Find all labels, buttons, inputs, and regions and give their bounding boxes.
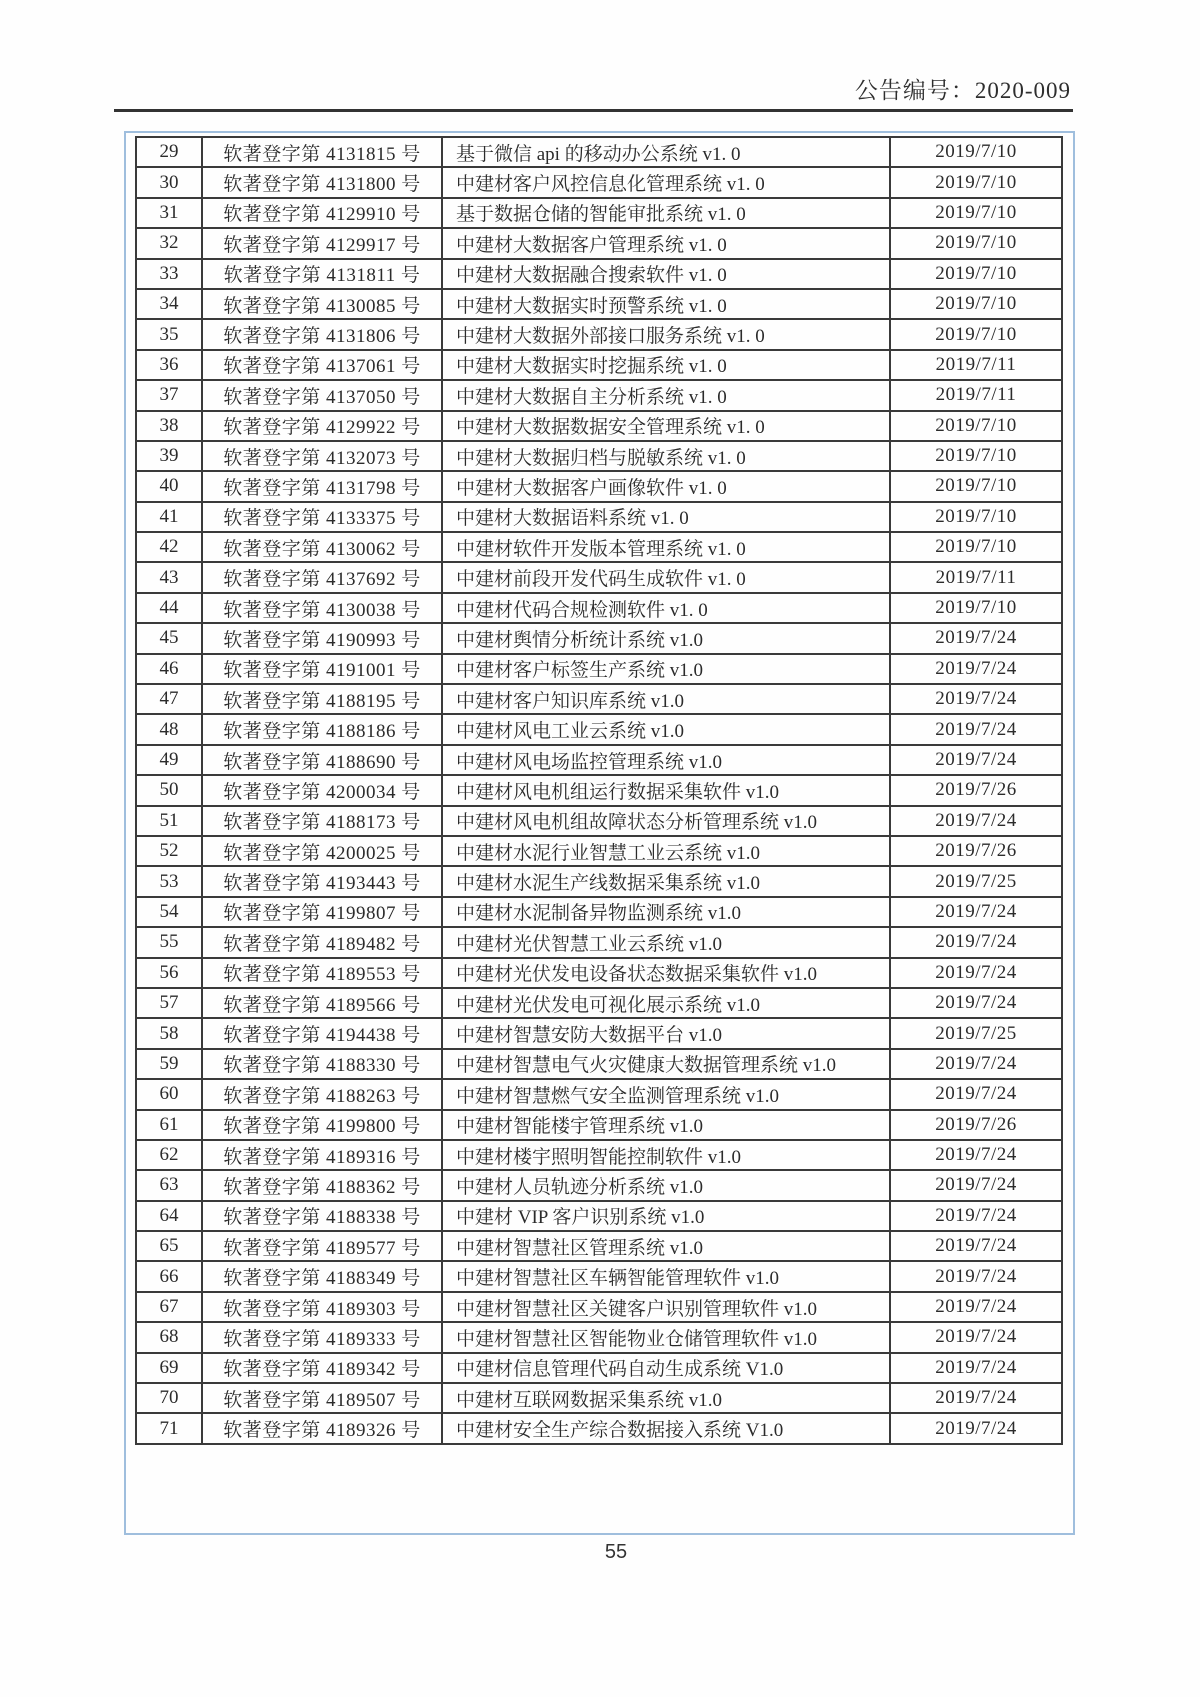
row-number-cell: 67 [136,1292,202,1322]
software-name-cell: 中建材代码合规检测软件 v1. 0 [442,593,890,623]
registration-date-cell: 2019/7/24 [890,1413,1062,1443]
row-number-cell: 34 [136,289,202,319]
table-row [136,806,1062,836]
registration-number-cell: 软著登字第 4189326 号 [202,1413,442,1443]
registration-number-cell: 软著登字第 4189333 号 [202,1322,442,1352]
row-number-cell: 71 [136,1413,202,1443]
software-name-cell: 中建材软件开发版本管理系统 v1. 0 [442,532,890,562]
software-name-cell: 中建材智能楼宇管理系统 v1.0 [442,1110,890,1140]
registration-date-cell: 2019/7/24 [890,623,1062,653]
table-row [136,471,1062,501]
table-row [136,380,1062,410]
registration-number-cell: 软著登字第 4188349 号 [202,1261,442,1291]
registration-number-cell: 软著登字第 4199807 号 [202,897,442,927]
software-name-cell: 中建材大数据实时挖掘系统 v1. 0 [442,350,890,380]
software-name-cell: 中建材客户知识库系统 v1.0 [442,684,890,714]
registration-number-cell: 软著登字第 4137061 号 [202,350,442,380]
registration-date-cell: 2019/7/10 [890,441,1062,471]
software-name-cell: 中建材楼宇照明智能控制软件 v1.0 [442,1140,890,1170]
registration-number-cell: 软著登字第 4189553 号 [202,958,442,988]
row-number-cell: 60 [136,1079,202,1109]
software-name-cell: 中建材智慧燃气安全监测管理系统 v1.0 [442,1079,890,1109]
software-name-cell: 中建材 VIP 客户识别系统 v1.0 [442,1201,890,1231]
registration-date-cell: 2019/7/24 [890,988,1062,1018]
software-name-cell: 中建材互联网数据采集系统 v1.0 [442,1383,890,1413]
registration-number-cell: 软著登字第 4188263 号 [202,1079,442,1109]
software-name-cell: 中建材智慧社区智能物业仓储管理软件 v1.0 [442,1322,890,1352]
page-number: 55 [604,1541,628,1563]
registration-number-cell: 软著登字第 4130085 号 [202,289,442,319]
registration-number-cell: 软著登字第 4189316 号 [202,1140,442,1170]
registration-date-cell: 2019/7/10 [890,228,1062,258]
table-row [136,1079,1062,1109]
software-name-cell: 中建材大数据归档与脱敏系统 v1. 0 [442,441,890,471]
table-row [136,897,1062,927]
table-row [136,714,1062,744]
registration-date-cell: 2019/7/26 [890,1110,1062,1140]
table-row [136,775,1062,805]
table-row [136,1261,1062,1291]
registration-number-cell: 软著登字第 4200034 号 [202,775,442,805]
row-number-cell: 38 [136,411,202,441]
table-row [136,259,1062,289]
table-row [136,654,1062,684]
registration-date-cell: 2019/7/24 [890,1079,1062,1109]
table-row [136,623,1062,653]
row-number-cell: 59 [136,1049,202,1079]
table-selection-outline [124,131,1075,1535]
software-name-cell: 基于微信 api 的移动办公系统 v1. 0 [442,137,890,167]
registration-number-cell: 软著登字第 4200025 号 [202,836,442,866]
registration-number-cell: 软著登字第 4129917 号 [202,228,442,258]
software-name-cell: 中建材风电场监控管理系统 v1.0 [442,745,890,775]
registration-date-cell: 2019/7/11 [890,562,1062,592]
registration-number-cell: 软著登字第 4188338 号 [202,1201,442,1231]
table-row [136,593,1062,623]
registration-date-cell: 2019/7/24 [890,684,1062,714]
notice-number: 公告编号：2020-009 [854,78,1071,103]
registration-date-cell: 2019/7/24 [890,1201,1062,1231]
row-number-cell: 33 [136,259,202,289]
software-name-cell: 中建材光伏发电设备状态数据采集软件 v1.0 [442,958,890,988]
table-row [136,1201,1062,1231]
registration-date-cell: 2019/7/10 [890,471,1062,501]
software-name-cell: 中建材大数据语料系统 v1. 0 [442,502,890,532]
registration-date-cell: 2019/7/24 [890,654,1062,684]
registration-date-cell: 2019/7/24 [890,1170,1062,1200]
table-row [136,927,1062,957]
software-name-cell: 基于数据仓储的智能审批系统 v1. 0 [442,198,890,228]
software-name-cell: 中建材水泥生产线数据采集系统 v1.0 [442,866,890,896]
registration-number-cell: 软著登字第 4130038 号 [202,593,442,623]
registration-date-cell: 2019/7/11 [890,380,1062,410]
registration-date-cell: 2019/7/10 [890,198,1062,228]
header-divider [114,109,1073,112]
row-number-cell: 29 [136,137,202,167]
table-row [136,1413,1062,1443]
row-number-cell: 44 [136,593,202,623]
registration-date-cell: 2019/7/25 [890,866,1062,896]
registration-date-cell: 2019/7/26 [890,836,1062,866]
row-number-cell: 43 [136,562,202,592]
registration-date-cell: 2019/7/24 [890,897,1062,927]
registration-number-cell: 软著登字第 4129910 号 [202,198,442,228]
software-name-cell: 中建材大数据客户管理系统 v1. 0 [442,228,890,258]
software-name-cell: 中建材舆情分析统计系统 v1.0 [442,623,890,653]
row-number-cell: 50 [136,775,202,805]
row-number-cell: 35 [136,319,202,349]
registration-date-cell: 2019/7/10 [890,137,1062,167]
table-row [136,1049,1062,1079]
table-row [136,1322,1062,1352]
software-name-cell: 中建材水泥制备异物监测系统 v1.0 [442,897,890,927]
row-number-cell: 42 [136,532,202,562]
registration-date-cell: 2019/7/10 [890,502,1062,532]
registration-number-cell: 软著登字第 4132073 号 [202,441,442,471]
table-row [136,1140,1062,1170]
registration-number-cell: 软著登字第 4191001 号 [202,654,442,684]
registration-date-cell: 2019/7/24 [890,1261,1062,1291]
registration-date-cell: 2019/7/24 [890,1231,1062,1261]
table-row [136,167,1062,197]
table-row [136,1110,1062,1140]
registration-date-cell: 2019/7/24 [890,1322,1062,1352]
registration-date-cell: 2019/7/24 [890,927,1062,957]
registration-date-cell: 2019/7/24 [890,1383,1062,1413]
row-number-cell: 57 [136,988,202,1018]
software-name-cell: 中建材风电机组故障状态分析管理系统 v1.0 [442,806,890,836]
row-number-cell: 58 [136,1018,202,1048]
row-number-cell: 30 [136,167,202,197]
registration-date-cell: 2019/7/10 [890,319,1062,349]
registration-date-cell: 2019/7/26 [890,775,1062,805]
row-number-cell: 61 [136,1110,202,1140]
software-name-cell: 中建材水泥行业智慧工业云系统 v1.0 [442,836,890,866]
registration-date-cell: 2019/7/25 [890,1018,1062,1048]
table-row [136,988,1062,1018]
table-row [136,1383,1062,1413]
software-name-cell: 中建材智慧电气火灾健康大数据管理系统 v1.0 [442,1049,890,1079]
registration-date-cell: 2019/7/10 [890,259,1062,289]
table-row [136,866,1062,896]
registration-number-cell: 软著登字第 4188362 号 [202,1170,442,1200]
row-number-cell: 31 [136,198,202,228]
registration-number-cell: 软著登字第 4130062 号 [202,532,442,562]
row-number-cell: 46 [136,654,202,684]
row-number-cell: 48 [136,714,202,744]
row-number-cell: 70 [136,1383,202,1413]
software-name-cell: 中建材光伏发电可视化展示系统 v1.0 [442,988,890,1018]
registration-number-cell: 软著登字第 4189566 号 [202,988,442,1018]
software-name-cell: 中建材安全生产综合数据接入系统 V1.0 [442,1413,890,1443]
registration-date-cell: 2019/7/24 [890,958,1062,988]
row-number-cell: 47 [136,684,202,714]
registration-number-cell: 软著登字第 4188186 号 [202,714,442,744]
table-row [136,411,1062,441]
software-name-cell: 中建材大数据实时预警系统 v1. 0 [442,289,890,319]
row-number-cell: 49 [136,745,202,775]
software-name-cell: 中建材客户标签生产系统 v1.0 [442,654,890,684]
table-row [136,502,1062,532]
registration-number-cell: 软著登字第 4129922 号 [202,411,442,441]
software-name-cell: 中建材智慧社区车辆智能管理软件 v1.0 [442,1261,890,1291]
registration-number-cell: 软著登字第 4189342 号 [202,1353,442,1383]
software-name-cell: 中建材客户风控信息化管理系统 v1. 0 [442,167,890,197]
table-row [136,137,1062,167]
table-row [136,1170,1062,1200]
row-number-cell: 54 [136,897,202,927]
registration-number-cell: 软著登字第 4193443 号 [202,866,442,896]
registration-date-cell: 2019/7/24 [890,745,1062,775]
table-row [136,684,1062,714]
row-number-cell: 45 [136,623,202,653]
software-name-cell: 中建材风电工业云系统 v1.0 [442,714,890,744]
software-name-cell: 中建材大数据客户画像软件 v1. 0 [442,471,890,501]
software-name-cell: 中建材信息管理代码自动生成系统 V1.0 [442,1353,890,1383]
table-row [136,228,1062,258]
registration-number-cell: 软著登字第 4131811 号 [202,259,442,289]
row-number-cell: 56 [136,958,202,988]
registration-number-cell: 软著登字第 4190993 号 [202,623,442,653]
table-row [136,745,1062,775]
software-name-cell: 中建材人员轨迹分析系统 v1.0 [442,1170,890,1200]
row-number-cell: 52 [136,836,202,866]
row-number-cell: 53 [136,866,202,896]
table-row [136,958,1062,988]
table-row [136,350,1062,380]
registration-number-cell: 软著登字第 4188195 号 [202,684,442,714]
registration-number-cell: 软著登字第 4131798 号 [202,471,442,501]
row-number-cell: 37 [136,380,202,410]
registration-number-cell: 软著登字第 4133375 号 [202,502,442,532]
registration-date-cell: 2019/7/24 [890,1140,1062,1170]
software-name-cell: 中建材大数据数据安全管理系统 v1. 0 [442,411,890,441]
row-number-cell: 39 [136,441,202,471]
table-row [136,562,1062,592]
row-number-cell: 40 [136,471,202,501]
row-number-cell: 63 [136,1170,202,1200]
registration-number-cell: 软著登字第 4189303 号 [202,1292,442,1322]
table-row [136,532,1062,562]
row-number-cell: 32 [136,228,202,258]
table-row [136,1353,1062,1383]
registration-date-cell: 2019/7/10 [890,411,1062,441]
table-row [136,1018,1062,1048]
table-row [136,289,1062,319]
registration-number-cell: 软著登字第 4194438 号 [202,1018,442,1048]
software-name-cell: 中建材智慧社区管理系统 v1.0 [442,1231,890,1261]
registration-number-cell: 软著登字第 4189507 号 [202,1383,442,1413]
software-name-cell: 中建材智慧安防大数据平台 v1.0 [442,1018,890,1048]
registration-date-cell: 2019/7/24 [890,1353,1062,1383]
registration-number-cell: 软著登字第 4188330 号 [202,1049,442,1079]
software-name-cell: 中建材前段开发代码生成软件 v1. 0 [442,562,890,592]
registration-date-cell: 2019/7/11 [890,350,1062,380]
registration-number-cell: 软著登字第 4199800 号 [202,1110,442,1140]
registration-number-cell: 软著登字第 4189577 号 [202,1231,442,1261]
table-row [136,836,1062,866]
registration-date-cell: 2019/7/24 [890,806,1062,836]
registration-number-cell: 软著登字第 4188173 号 [202,806,442,836]
registration-number-cell: 软著登字第 4188690 号 [202,745,442,775]
row-number-cell: 64 [136,1201,202,1231]
registration-number-cell: 软著登字第 4131800 号 [202,167,442,197]
registration-number-cell: 软著登字第 4189482 号 [202,927,442,957]
registration-date-cell: 2019/7/24 [890,1049,1062,1079]
row-number-cell: 69 [136,1353,202,1383]
row-number-cell: 68 [136,1322,202,1352]
row-number-cell: 55 [136,927,202,957]
software-name-cell: 中建材大数据自主分析系统 v1. 0 [442,380,890,410]
registration-number-cell: 软著登字第 4137692 号 [202,562,442,592]
table-row [136,198,1062,228]
registration-date-cell: 2019/7/10 [890,289,1062,319]
copyright-registration-table [135,136,1063,1445]
registration-number-cell: 软著登字第 4131806 号 [202,319,442,349]
software-name-cell: 中建材大数据外部接口服务系统 v1. 0 [442,319,890,349]
table-row [136,1292,1062,1322]
row-number-cell: 36 [136,350,202,380]
table-row [136,319,1062,349]
table-row [136,1231,1062,1261]
registration-date-cell: 2019/7/24 [890,1292,1062,1322]
software-name-cell: 中建材风电机组运行数据采集软件 v1.0 [442,775,890,805]
row-number-cell: 66 [136,1261,202,1291]
software-name-cell: 中建材智慧社区关键客户识别管理软件 v1.0 [442,1292,890,1322]
row-number-cell: 65 [136,1231,202,1261]
registration-date-cell: 2019/7/10 [890,167,1062,197]
row-number-cell: 51 [136,806,202,836]
table-row [136,441,1062,471]
registration-date-cell: 2019/7/10 [890,593,1062,623]
registration-number-cell: 软著登字第 4137050 号 [202,380,442,410]
software-name-cell: 中建材大数据融合搜索软件 v1. 0 [442,259,890,289]
table-body [136,137,1062,1444]
registration-date-cell: 2019/7/10 [890,532,1062,562]
row-number-cell: 41 [136,502,202,532]
software-name-cell: 中建材光伏智慧工业云系统 v1.0 [442,927,890,957]
row-number-cell: 62 [136,1140,202,1170]
registration-number-cell: 软著登字第 4131815 号 [202,137,442,167]
registration-date-cell: 2019/7/24 [890,714,1062,744]
